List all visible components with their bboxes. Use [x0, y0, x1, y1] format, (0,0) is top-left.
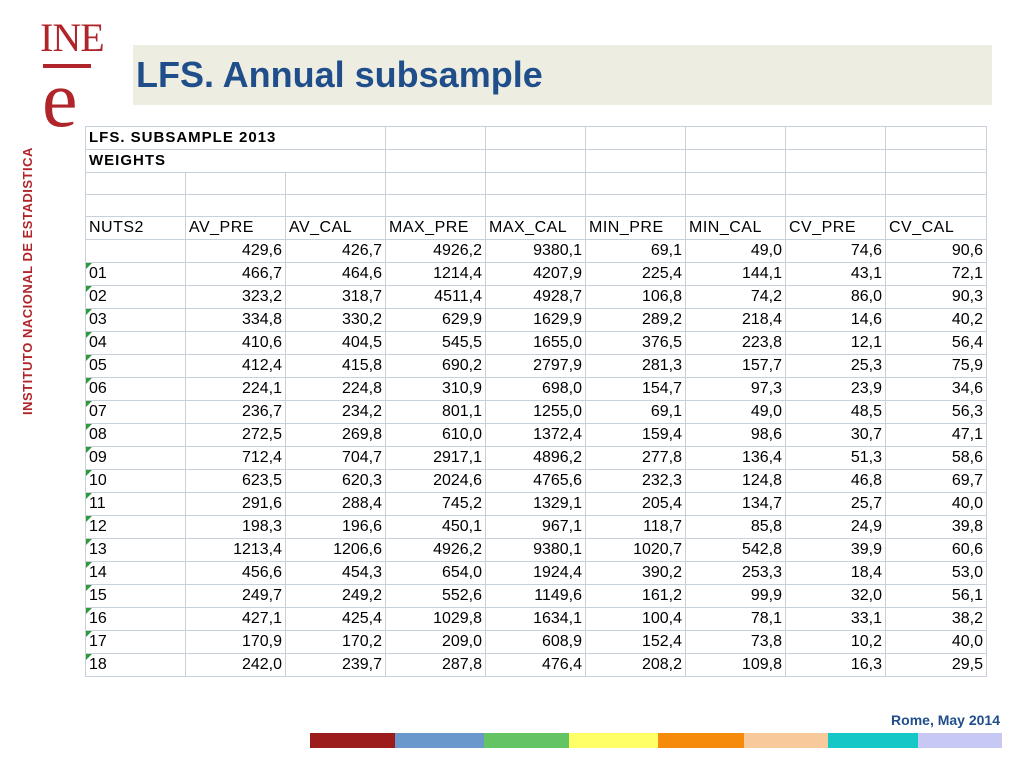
value-cell: 9380,1 [486, 240, 586, 263]
sheet-heading-weights: WEIGHTS [86, 150, 386, 173]
value-cell: 698,0 [486, 378, 586, 401]
nuts2-code-text: 09 [89, 449, 107, 466]
value-cell: 242,0 [186, 654, 286, 677]
value-cell: 40,2 [886, 309, 987, 332]
nuts2-code-text: 08 [89, 426, 107, 443]
color-stripe-segment [569, 733, 658, 748]
table-row [86, 378, 987, 401]
empty-cell [886, 150, 987, 173]
value-cell: 14,6 [786, 309, 886, 332]
table-row [86, 562, 987, 585]
nuts2-code-cell [86, 447, 186, 470]
table-row [86, 240, 987, 263]
empty-cell [686, 127, 786, 150]
value-cell: 745,2 [386, 493, 486, 516]
ine-logo-e: e [42, 56, 78, 144]
table-row [86, 286, 987, 309]
value-cell: 47,1 [886, 424, 987, 447]
value-cell: 170,2 [286, 631, 386, 654]
value-cell: 205,4 [586, 493, 686, 516]
color-stripe-segment [744, 733, 828, 748]
table-row [86, 654, 987, 677]
value-cell: 801,1 [386, 401, 486, 424]
nuts2-code-text: 15 [89, 587, 107, 604]
value-cell: 412,4 [186, 355, 286, 378]
nuts2-code-cell [86, 263, 186, 286]
empty-cell [386, 195, 486, 217]
column-header: CV_PRE [786, 217, 886, 240]
text-number-flag-icon [86, 263, 92, 269]
value-cell: 1329,1 [486, 493, 586, 516]
value-cell: 967,1 [486, 516, 586, 539]
value-cell: 56,3 [886, 401, 987, 424]
value-cell: 334,8 [186, 309, 286, 332]
value-cell: 33,1 [786, 608, 886, 631]
value-cell: 712,4 [186, 447, 286, 470]
value-cell: 704,7 [286, 447, 386, 470]
value-cell: 100,4 [586, 608, 686, 631]
column-header: MIN_CAL [686, 217, 786, 240]
value-cell: 291,6 [186, 493, 286, 516]
value-cell: 690,2 [386, 355, 486, 378]
table-row [86, 424, 987, 447]
column-header: MIN_PRE [586, 217, 686, 240]
value-cell: 1214,4 [386, 263, 486, 286]
table-row [86, 516, 987, 539]
nuts2-code-cell [86, 585, 186, 608]
value-cell: 426,7 [286, 240, 386, 263]
value-cell: 404,5 [286, 332, 386, 355]
value-cell: 1029,8 [386, 608, 486, 631]
empty-cell [586, 150, 686, 173]
value-cell: 4926,2 [386, 539, 486, 562]
value-cell: 236,7 [186, 401, 286, 424]
empty-cell [886, 127, 987, 150]
nuts2-code-cell [86, 378, 186, 401]
value-cell: 43,1 [786, 263, 886, 286]
value-cell: 170,9 [186, 631, 286, 654]
nuts2-code-text: 17 [89, 633, 107, 650]
value-cell: 623,5 [186, 470, 286, 493]
table-row [86, 355, 987, 378]
empty-cell [86, 195, 186, 217]
value-cell: 24,9 [786, 516, 886, 539]
value-cell: 53,0 [886, 562, 987, 585]
value-cell: 51,3 [786, 447, 886, 470]
value-cell: 10,2 [786, 631, 886, 654]
nuts2-code-text: 12 [89, 518, 107, 535]
value-cell: 1213,4 [186, 539, 286, 562]
empty-cell [186, 173, 286, 195]
value-cell: 9380,1 [486, 539, 586, 562]
text-number-flag-icon [86, 470, 92, 476]
value-cell: 4928,7 [486, 286, 586, 309]
value-cell: 224,8 [286, 378, 386, 401]
empty-cell [486, 150, 586, 173]
color-stripe-segment [918, 733, 1002, 748]
value-cell: 629,9 [386, 309, 486, 332]
nuts2-code-cell [86, 401, 186, 424]
column-header: MAX_PRE [386, 217, 486, 240]
value-cell: 476,4 [486, 654, 586, 677]
value-cell: 224,1 [186, 378, 286, 401]
nuts2-code-text: 10 [89, 472, 107, 489]
sheet-heading-row [86, 127, 987, 150]
empty-cell [786, 173, 886, 195]
empty-cell [686, 195, 786, 217]
nuts2-code-cell [86, 424, 186, 447]
empty-cell [186, 195, 286, 217]
value-cell: 425,4 [286, 608, 386, 631]
value-cell: 16,3 [786, 654, 886, 677]
value-cell: 1924,4 [486, 562, 586, 585]
value-cell: 450,1 [386, 516, 486, 539]
value-cell: 239,7 [286, 654, 386, 677]
value-cell: 232,3 [586, 470, 686, 493]
value-cell: 4926,2 [386, 240, 486, 263]
value-cell: 4207,9 [486, 263, 586, 286]
text-number-flag-icon [86, 516, 92, 522]
value-cell: 39,8 [886, 516, 987, 539]
value-cell: 277,8 [586, 447, 686, 470]
nuts2-code-cell [86, 332, 186, 355]
value-cell: 390,2 [586, 562, 686, 585]
table-row [86, 332, 987, 355]
nuts2-code-text: 11 [89, 495, 106, 512]
column-header: MAX_CAL [486, 217, 586, 240]
value-cell: 34,6 [886, 378, 987, 401]
column-header-row [86, 217, 987, 240]
text-number-flag-icon [86, 562, 92, 568]
value-cell: 60,6 [886, 539, 987, 562]
color-stripe-segment [658, 733, 744, 748]
empty-cell [386, 173, 486, 195]
value-cell: 552,6 [386, 585, 486, 608]
value-cell: 40,0 [886, 631, 987, 654]
nuts2-code-text: 03 [89, 311, 107, 328]
table-row [86, 401, 987, 424]
value-cell: 415,8 [286, 355, 386, 378]
value-cell: 545,5 [386, 332, 486, 355]
empty-cell [786, 127, 886, 150]
sheet-heading-subsample: LFS. SUBSAMPLE 2013 [86, 127, 386, 150]
value-cell: 4896,2 [486, 447, 586, 470]
empty-cell [386, 150, 486, 173]
nuts2-code-cell [86, 240, 186, 263]
value-cell: 49,0 [686, 240, 786, 263]
value-cell: 1634,1 [486, 608, 586, 631]
nuts2-code-text: 07 [89, 403, 107, 420]
value-cell: 289,2 [586, 309, 686, 332]
value-cell: 154,7 [586, 378, 686, 401]
text-number-flag-icon [86, 493, 92, 499]
table-row [86, 539, 987, 562]
value-cell: 106,8 [586, 286, 686, 309]
value-cell: 46,8 [786, 470, 886, 493]
text-number-flag-icon [86, 355, 92, 361]
value-cell: 85,8 [686, 516, 786, 539]
value-cell: 1629,9 [486, 309, 586, 332]
color-stripe-segment [484, 733, 569, 748]
blank-row [86, 173, 987, 195]
value-cell: 456,6 [186, 562, 286, 585]
value-cell: 610,0 [386, 424, 486, 447]
nuts2-code-cell [86, 562, 186, 585]
text-number-flag-icon [86, 654, 92, 660]
value-cell: 25,7 [786, 493, 886, 516]
value-cell: 23,9 [786, 378, 886, 401]
value-cell: 72,1 [886, 263, 987, 286]
value-cell: 74,6 [786, 240, 886, 263]
value-cell: 287,8 [386, 654, 486, 677]
empty-cell [86, 173, 186, 195]
value-cell: 542,8 [686, 539, 786, 562]
value-cell: 330,2 [286, 309, 386, 332]
value-cell: 2024,6 [386, 470, 486, 493]
empty-cell [486, 195, 586, 217]
value-cell: 38,2 [886, 608, 987, 631]
weights-table [85, 126, 987, 677]
table-row [86, 309, 987, 332]
table-row [86, 631, 987, 654]
nuts2-code-text: 06 [89, 380, 107, 397]
value-cell: 58,6 [886, 447, 987, 470]
value-cell: 86,0 [786, 286, 886, 309]
empty-cell [386, 127, 486, 150]
text-number-flag-icon [86, 631, 92, 637]
value-cell: 12,1 [786, 332, 886, 355]
empty-cell [486, 127, 586, 150]
nuts2-code-cell [86, 309, 186, 332]
empty-cell [886, 173, 987, 195]
empty-cell [686, 150, 786, 173]
nuts2-code-cell [86, 608, 186, 631]
value-cell: 56,1 [886, 585, 987, 608]
value-cell: 69,7 [886, 470, 987, 493]
nuts2-code-cell [86, 516, 186, 539]
nuts2-code-text: 05 [89, 357, 107, 374]
value-cell: 109,8 [686, 654, 786, 677]
empty-cell [586, 173, 686, 195]
value-cell: 249,2 [286, 585, 386, 608]
value-cell: 253,3 [686, 562, 786, 585]
value-cell: 1149,6 [486, 585, 586, 608]
value-cell: 73,8 [686, 631, 786, 654]
text-number-flag-icon [86, 539, 92, 545]
nuts2-code-cell [86, 654, 186, 677]
value-cell: 198,3 [186, 516, 286, 539]
value-cell: 1655,0 [486, 332, 586, 355]
empty-cell [786, 195, 886, 217]
value-cell: 466,7 [186, 263, 286, 286]
nuts2-code-cell [86, 286, 186, 309]
value-cell: 161,2 [586, 585, 686, 608]
value-cell: 323,2 [186, 286, 286, 309]
nuts2-code-text: 01 [89, 265, 107, 282]
value-cell: 29,5 [886, 654, 987, 677]
value-cell: 427,1 [186, 608, 286, 631]
nuts2-code-cell [86, 493, 186, 516]
value-cell: 124,8 [686, 470, 786, 493]
nuts2-code-cell [86, 470, 186, 493]
value-cell: 223,8 [686, 332, 786, 355]
value-cell: 118,7 [586, 516, 686, 539]
color-stripe-segment [828, 733, 918, 748]
value-cell: 288,4 [286, 493, 386, 516]
value-cell: 25,3 [786, 355, 886, 378]
value-cell: 608,9 [486, 631, 586, 654]
nuts2-code-text: 13 [89, 541, 107, 558]
value-cell: 134,7 [686, 493, 786, 516]
empty-cell [786, 150, 886, 173]
table-row [86, 608, 987, 631]
value-cell: 1020,7 [586, 539, 686, 562]
column-header: CV_CAL [886, 217, 987, 240]
value-cell: 18,4 [786, 562, 886, 585]
empty-cell [586, 195, 686, 217]
empty-cell [586, 127, 686, 150]
text-number-flag-icon [86, 332, 92, 338]
value-cell: 218,4 [686, 309, 786, 332]
value-cell: 157,7 [686, 355, 786, 378]
value-cell: 1206,6 [286, 539, 386, 562]
text-number-flag-icon [86, 608, 92, 614]
sheet-heading-row [86, 150, 987, 173]
table-row [86, 585, 987, 608]
value-cell: 48,5 [786, 401, 886, 424]
value-cell: 654,0 [386, 562, 486, 585]
nuts2-code-text: 04 [89, 334, 107, 351]
text-number-flag-icon [86, 378, 92, 384]
value-cell: 429,6 [186, 240, 286, 263]
color-stripe-segment [310, 733, 395, 748]
value-cell: 78,1 [686, 608, 786, 631]
ine-logo-letters: INE [40, 15, 104, 60]
value-cell: 464,6 [286, 263, 386, 286]
value-cell: 1372,4 [486, 424, 586, 447]
value-cell: 234,2 [286, 401, 386, 424]
value-cell: 2917,1 [386, 447, 486, 470]
value-cell: 2797,9 [486, 355, 586, 378]
value-cell: 98,6 [686, 424, 786, 447]
value-cell: 410,6 [186, 332, 286, 355]
nuts2-code-cell [86, 539, 186, 562]
value-cell: 1255,0 [486, 401, 586, 424]
value-cell: 90,3 [886, 286, 987, 309]
value-cell: 310,9 [386, 378, 486, 401]
empty-cell [886, 195, 987, 217]
empty-cell [686, 173, 786, 195]
value-cell: 281,3 [586, 355, 686, 378]
value-cell: 56,4 [886, 332, 987, 355]
value-cell: 152,4 [586, 631, 686, 654]
table-row [86, 447, 987, 470]
value-cell: 40,0 [886, 493, 987, 516]
text-number-flag-icon [86, 585, 92, 591]
nuts2-code-cell [86, 355, 186, 378]
text-number-flag-icon [86, 401, 92, 407]
value-cell: 69,1 [586, 401, 686, 424]
slide-title: LFS. Annual subsample [136, 54, 543, 95]
value-cell: 225,4 [586, 263, 686, 286]
table-row [86, 493, 987, 516]
blank-row [86, 195, 987, 217]
nuts2-code-cell [86, 631, 186, 654]
value-cell: 269,8 [286, 424, 386, 447]
value-cell: 75,9 [886, 355, 987, 378]
value-cell: 196,6 [286, 516, 386, 539]
empty-cell [286, 195, 386, 217]
value-cell: 4511,4 [386, 286, 486, 309]
footer-location-date: Rome, May 2014 [891, 712, 1000, 728]
column-header: AV_CAL [286, 217, 386, 240]
value-cell: 454,3 [286, 562, 386, 585]
institute-name-vertical: INSTITUTO NACIONAL DE ESTADISTICA [20, 147, 35, 415]
color-stripe-segment [395, 733, 484, 748]
value-cell: 136,4 [686, 447, 786, 470]
value-cell: 272,5 [186, 424, 286, 447]
column-header: NUTS2 [86, 217, 186, 240]
table-row [86, 263, 987, 286]
value-cell: 376,5 [586, 332, 686, 355]
value-cell: 32,0 [786, 585, 886, 608]
value-cell: 4765,6 [486, 470, 586, 493]
text-number-flag-icon [86, 424, 92, 430]
value-cell: 144,1 [686, 263, 786, 286]
column-header: AV_PRE [186, 217, 286, 240]
value-cell: 69,1 [586, 240, 686, 263]
value-cell: 99,9 [686, 585, 786, 608]
value-cell: 39,9 [786, 539, 886, 562]
value-cell: 74,2 [686, 286, 786, 309]
text-number-flag-icon [86, 286, 92, 292]
ine-logo [40, 15, 104, 144]
nuts2-code-text: 14 [89, 564, 107, 581]
value-cell: 30,7 [786, 424, 886, 447]
value-cell: 49,0 [686, 401, 786, 424]
value-cell: 90,6 [886, 240, 987, 263]
value-cell: 620,3 [286, 470, 386, 493]
value-cell: 249,7 [186, 585, 286, 608]
empty-cell [286, 173, 386, 195]
value-cell: 209,0 [386, 631, 486, 654]
nuts2-code-text: 16 [89, 610, 107, 627]
text-number-flag-icon [86, 309, 92, 315]
value-cell: 208,2 [586, 654, 686, 677]
table-row [86, 470, 987, 493]
nuts2-code-text: 02 [89, 288, 107, 305]
value-cell: 318,7 [286, 286, 386, 309]
title-banner [133, 45, 992, 105]
value-cell: 97,3 [686, 378, 786, 401]
value-cell: 159,4 [586, 424, 686, 447]
empty-cell [486, 173, 586, 195]
nuts2-code-text: 18 [89, 656, 107, 673]
text-number-flag-icon [86, 447, 92, 453]
